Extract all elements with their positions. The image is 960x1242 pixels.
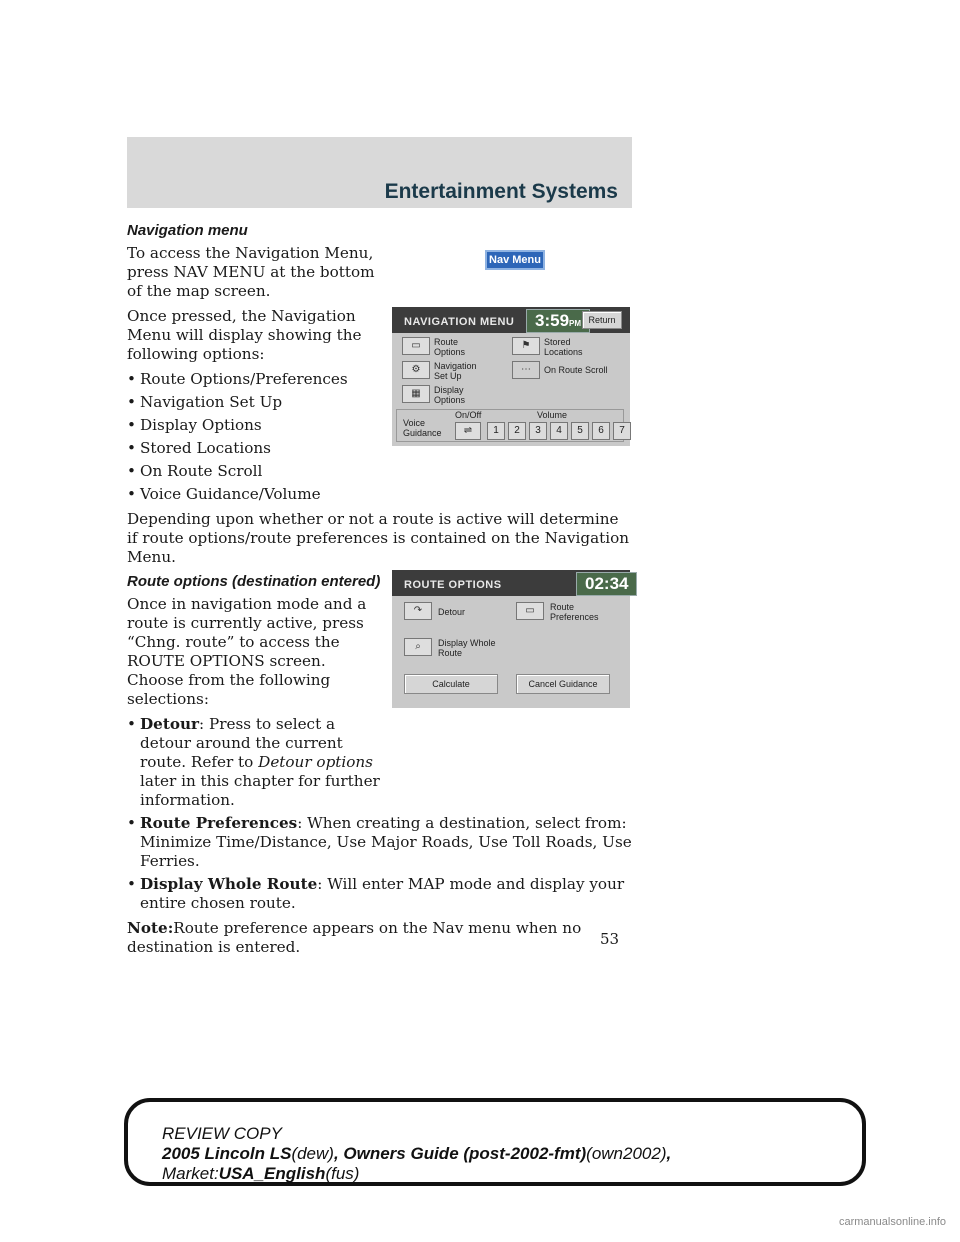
screen-title: NAVIGATION MENU bbox=[404, 316, 515, 328]
list-item: • Voice Guidance/Volume bbox=[127, 485, 321, 503]
return-button[interactable]: Return bbox=[582, 311, 622, 329]
navigation-menu-screen bbox=[392, 307, 630, 446]
volume-button[interactable]: 6 bbox=[592, 422, 610, 440]
route-preferences-icon[interactable]: ▭ bbox=[516, 602, 544, 620]
volume-button[interactable]: 3 bbox=[529, 422, 547, 440]
route-options-list bbox=[127, 715, 632, 913]
route-note: Note:Route preference appears on the Nav menu when no destination is entered. bbox=[127, 919, 582, 956]
route-options-icon[interactable]: ▭ bbox=[402, 337, 430, 355]
volume-button[interactable]: 5 bbox=[571, 422, 589, 440]
footer-line-3: Market:USA_English(fus) bbox=[162, 1164, 360, 1183]
nav-menu-paragraph-3: Depending upon whether or not a route is active will determine if route options/route preferences is contained on the Navigation Menu. bbox=[127, 510, 630, 566]
navigation-setup-label[interactable]: Navigation Set Up bbox=[434, 361, 477, 381]
page-number: 53 bbox=[600, 930, 620, 948]
calculate-button[interactable]: Calculate bbox=[404, 674, 498, 694]
navigation-setup-icon[interactable]: ⚙ bbox=[402, 361, 430, 379]
nav-menu-paragraph-1: To access the Navigation Menu, press NAV MENU at the bottom of the map screen. bbox=[127, 244, 375, 300]
voice-guidance-label: Voice Guidance bbox=[403, 418, 442, 438]
footer-line-2: 2005 Lincoln LS(dew), Owners Guide (post-2002-fmt)(own2002), bbox=[162, 1144, 672, 1163]
volume-label: Volume bbox=[537, 410, 568, 420]
route-options-paragraph-1: Once in navigation mode and a route is currently active, press “Chng. route” to access the ROUTE OPTIONS screen. Choose from the following selections: bbox=[127, 595, 367, 708]
display-options-icon[interactable]: ▦ bbox=[402, 385, 430, 403]
stored-locations-label[interactable]: Stored Locations bbox=[544, 337, 583, 357]
on-route-scroll-icon[interactable]: ⋯ bbox=[512, 361, 540, 379]
volume-button[interactable]: 2 bbox=[508, 422, 526, 440]
review-copy-line: REVIEW COPY bbox=[162, 1124, 282, 1143]
route-preferences-label[interactable]: Route Preferences bbox=[550, 602, 599, 622]
voice-guidance-panel bbox=[396, 409, 624, 442]
detour-label[interactable]: Detour bbox=[438, 607, 466, 617]
detour-icon[interactable]: ↷ bbox=[404, 602, 432, 620]
list-item: • Stored Locations bbox=[127, 439, 271, 457]
volume-button[interactable]: 4 bbox=[550, 422, 568, 440]
list-item: • Display Whole Route: Will enter MAP mode and display your entire chosen route. bbox=[127, 875, 625, 912]
list-item: • Navigation Set Up bbox=[127, 393, 283, 411]
cancel-guidance-button[interactable]: Cancel Guidance bbox=[516, 674, 610, 694]
volume-button[interactable]: 1 bbox=[487, 422, 505, 440]
list-item: • On Route Scroll bbox=[127, 462, 263, 480]
clock-display: 02:34 bbox=[576, 572, 637, 596]
display-options-label[interactable]: Display Options bbox=[434, 385, 466, 405]
footer-text bbox=[162, 1124, 671, 1184]
magnifier-icon[interactable]: ⌕ bbox=[404, 638, 432, 656]
route-options-screen bbox=[392, 570, 630, 708]
nav-menu-heading: Navigation menu bbox=[127, 222, 248, 239]
watermark: carmanualsonline.info bbox=[838, 1216, 946, 1228]
screen-title: ROUTE OPTIONS bbox=[404, 579, 502, 591]
onoff-label: On/Off bbox=[455, 410, 482, 420]
section-header-title: Entertainment Systems bbox=[384, 180, 618, 203]
route-options-heading: Route options (destination entered) bbox=[127, 573, 381, 590]
header-band bbox=[127, 137, 632, 208]
clock-display: 3:59PM bbox=[526, 309, 590, 333]
list-item: • Route Preferences: When creating a destination, select from: Minimize Time/Distance, Use Major Roads, Use Toll Roads, Use Ferries. bbox=[127, 814, 632, 870]
list-item: • Detour: Press to select a detour around the current route. Refer to Detour options later in this chapter for further information. bbox=[127, 715, 380, 809]
nav-menu-paragraph-2: Once pressed, the Navigation Menu will display showing the following options: bbox=[127, 307, 362, 363]
route-options-label[interactable]: Route Options bbox=[434, 337, 466, 357]
voice-toggle-icon[interactable]: ⇌ bbox=[455, 422, 481, 440]
volume-buttons bbox=[487, 422, 631, 440]
list-item: • Route Options/Preferences bbox=[127, 370, 348, 388]
stored-locations-icon[interactable]: ⚑ bbox=[512, 337, 540, 355]
route-options-title-bar bbox=[392, 570, 630, 596]
list-item: • Display Options bbox=[127, 416, 262, 434]
nav-menu-button[interactable]: Nav Menu bbox=[485, 250, 545, 270]
on-route-scroll-label[interactable]: On Route Scroll bbox=[544, 365, 608, 375]
display-whole-route-label[interactable]: Display Whole Route bbox=[438, 638, 496, 658]
volume-button[interactable]: 7 bbox=[613, 422, 631, 440]
navigation-menu-title-bar bbox=[392, 307, 630, 333]
